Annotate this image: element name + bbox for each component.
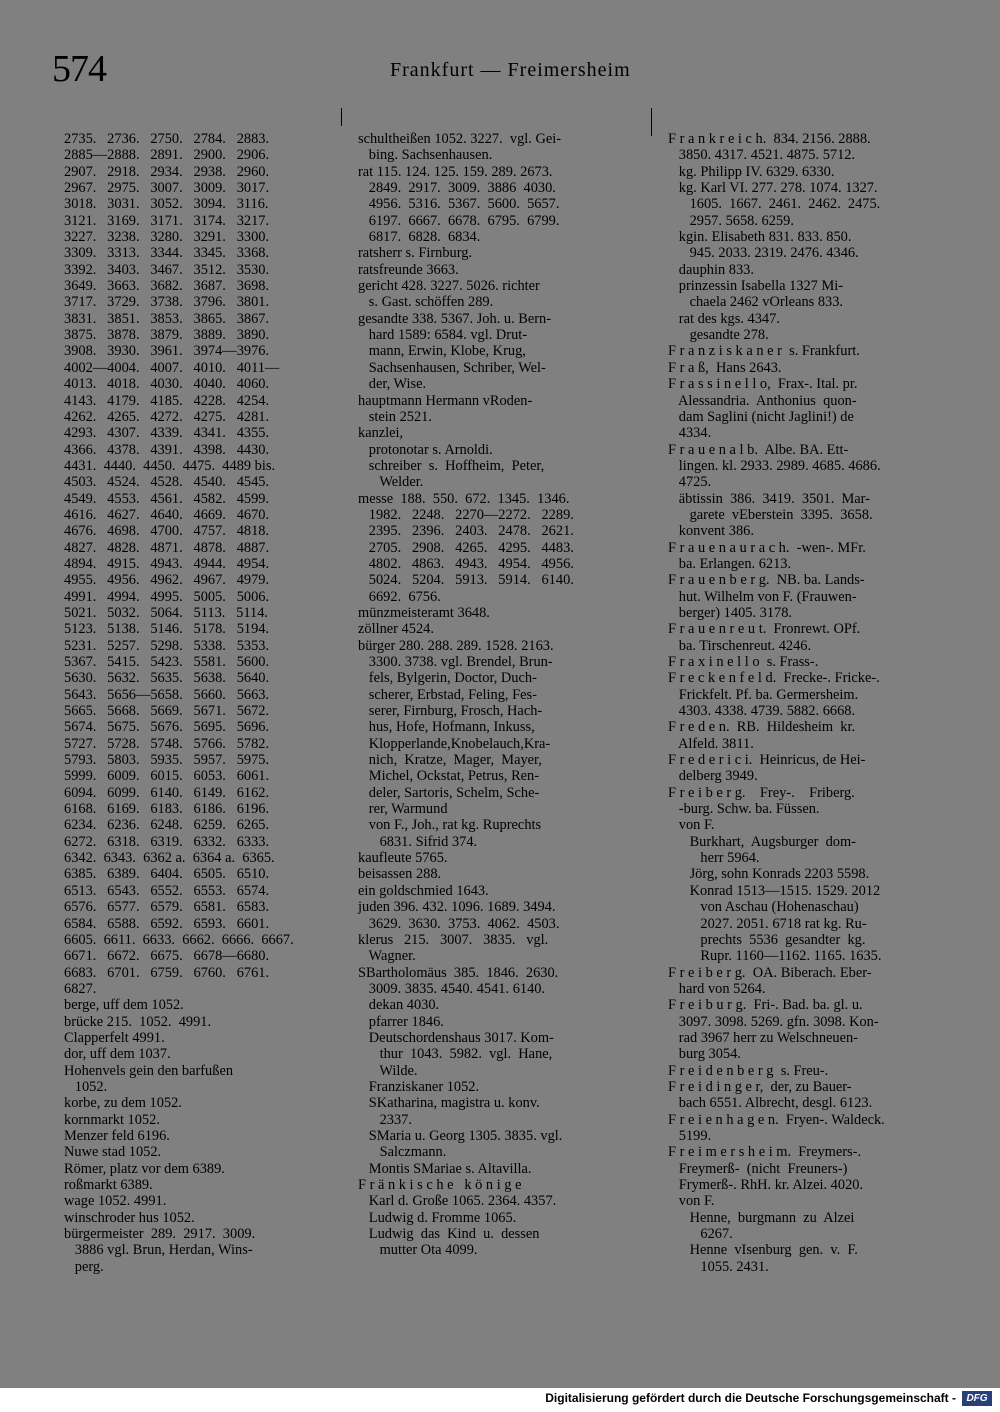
index-line: 2885—2888. 2891. 2900. 2906. xyxy=(64,147,270,164)
index-line: konvent 386. xyxy=(668,523,754,540)
index-line: 3227. 3238. 3280. 3291. 3300. xyxy=(64,229,270,246)
column-rule-left xyxy=(341,108,342,126)
index-line: nich, Kratze, Mager, Mayer, xyxy=(358,752,542,769)
index-line: F r a n z i s k a n e r s. Frankfurt. xyxy=(668,343,860,360)
index-line: 2337. xyxy=(358,1111,412,1128)
index-line: 3886 vgl. Brun, Herdan, Wins- xyxy=(64,1242,253,1259)
index-line: F r e i d e n b e r g s. Freu-. xyxy=(668,1062,829,1079)
index-line: Sachsenhausen, Schriber, Wel- xyxy=(358,359,546,376)
index-line: ba. Tirschenreut. 4246. xyxy=(668,637,812,654)
index-line: rad 3967 herr zu Welschneuen- xyxy=(668,1029,858,1046)
index-line: äbtissin 386. 3419. 3501. Mar- xyxy=(668,490,870,507)
index-line: Michel, Ockstat, Petrus, Ren- xyxy=(358,768,540,785)
index-line: 3717. 3729. 3738. 3796. 3801. xyxy=(64,294,270,311)
index-line: F r e i d i n g e r, der, zu Bauer- xyxy=(668,1078,852,1095)
index-column-2 xyxy=(358,131,640,1259)
index-line: garete vEberstein 3395. 3658. xyxy=(668,506,873,523)
index-line: dor, uff dem 1037. xyxy=(64,1046,171,1063)
index-line: 3831. 3851. 3853. 3865. 3867. xyxy=(64,310,270,327)
index-line: Ludwig das Kind u. dessen xyxy=(358,1226,540,1243)
index-line: klerus 215. 3007. 3835. vgl. xyxy=(358,931,549,948)
index-line: thur 1043. 5982. vgl. Hane, xyxy=(358,1046,553,1063)
index-line: 3097. 3098. 5269. gfn. 3098. Kon- xyxy=(668,1013,879,1030)
index-line: 6267. xyxy=(668,1226,733,1243)
index-line: F r e i b u r g. Fri-. Bad. ba. gl. u. xyxy=(668,997,863,1014)
index-line: rer, Warmund xyxy=(358,801,448,818)
page-number: 574 xyxy=(52,48,106,90)
index-line: 6584. 6588. 6592. 6593. 6601. xyxy=(64,915,270,932)
index-line: F r a u e n a l b. Albe. BA. Ett- xyxy=(668,441,849,458)
index-line: F r a u e n b e r g. NB. ba. Lands- xyxy=(668,572,865,589)
index-line: burg 3054. xyxy=(668,1046,741,1063)
index-line: 2967. 2975. 3007. 3009. 3017. xyxy=(64,180,270,197)
index-line: F r e i b e r g. Frey-. Friberg. xyxy=(668,784,855,801)
index-line: kgin. Elisabeth 831. 833. 850. xyxy=(668,229,852,246)
index-line: hut. Wilhelm von F. (Frauwen- xyxy=(668,588,857,605)
index-line: Franziskaner 1052. xyxy=(358,1078,480,1095)
index-line: SMaria u. Georg 1305. 3835. vgl. xyxy=(358,1127,563,1144)
index-line: 4956. 5316. 5367. 5600. 5657. xyxy=(358,196,560,213)
index-line: fels, Bylgerin, Doctor, Duch- xyxy=(358,670,537,687)
index-line: 3018. 3031. 3052. 3094. 3116. xyxy=(64,196,269,213)
index-line: prinzessin Isabella 1327 Mi- xyxy=(668,278,844,295)
index-line: 5021. 5032. 5064. 5113. 5114. xyxy=(64,604,268,621)
index-line: wage 1052. 4991. xyxy=(64,1193,167,1210)
index-line: 4991. 4994. 4995. 5005. 5006. xyxy=(64,588,270,605)
index-line: 4262. 4265. 4272. 4275. 4281. xyxy=(64,408,270,425)
index-line: F r e d e r i c i. Heinricus, de Hei- xyxy=(668,752,866,769)
index-line: F r a x i n e l l o s. Frass-. xyxy=(668,654,819,670)
index-line: 4013. 4018. 4030. 4040. 4060. xyxy=(64,376,270,393)
index-line: der, Wise. xyxy=(358,376,427,393)
index-line: 4616. 4627. 4640. 4669. 4670. xyxy=(64,506,270,523)
index-line: lingen. kl. 2933. 2989. 4685. 4686. xyxy=(668,457,881,474)
index-line: 3121. 3169. 3171. 3174. 3217. xyxy=(64,212,270,229)
index-line: 4293. 4307. 4339. 4341. 4355. xyxy=(64,425,270,442)
index-line: mutter Ota 4099. xyxy=(358,1242,478,1259)
index-line: scherer, Erbstad, Feling, Fes- xyxy=(358,686,537,703)
index-line: kg. Karl VI. 277. 278. 1074. 1327. xyxy=(668,180,878,197)
index-line: 2849. 2917. 3009. 3886 4030. xyxy=(358,180,556,197)
index-line: 6827. xyxy=(64,980,97,997)
index-line: 6272. 6318. 6319. 6332. 6333. xyxy=(64,833,270,850)
index-line: Rupr. 1160—1162. 1165. 1635. xyxy=(668,948,882,965)
index-line: rat des kgs. 4347. xyxy=(668,310,780,327)
index-line: pfarrer 1846. xyxy=(358,1013,444,1030)
footer-credit: Digitalisierung gefördert durch die Deutsche Forschungsgemeinschaft - xyxy=(545,1391,956,1405)
index-line: Menzer feld 6196. xyxy=(64,1127,170,1144)
index-line: 4143. 4179. 4185. 4228. 4254. xyxy=(64,392,270,409)
index-line: 6576. 6577. 6579. 6581. 6583. xyxy=(64,899,270,916)
index-line: 3300. 3738. vgl. Brendel, Brun- xyxy=(358,654,553,670)
index-line: kaufleute 5765. xyxy=(358,850,448,867)
index-line: Ludwig d. Fromme 1065. xyxy=(358,1209,517,1226)
index-line: serer, Firnburg, Frosch, Hach- xyxy=(358,703,543,720)
index-line: 5630. 5632. 5635. 5638. 5640. xyxy=(64,670,270,687)
index-line: hard 1589: 6584. vgl. Drut- xyxy=(358,327,528,344)
index-line: 4725. xyxy=(668,474,712,491)
index-line: hard von 5264. xyxy=(668,980,766,997)
index-line: 6817. 6828. 6834. xyxy=(358,229,481,246)
index-line: Henne, burgmann zu Alzei xyxy=(668,1209,855,1226)
index-line: deler, Sartoris, Schelm, Sche- xyxy=(358,784,540,801)
index-line: 2735. 2736. 2750. 2784. 2883. xyxy=(64,131,270,147)
index-line: 3309. 3313. 3344. 3345. 3368. xyxy=(64,245,270,262)
index-line: protonotar s. Arnoldi. xyxy=(358,441,493,458)
index-line: 3392. 3403. 3467. 3512. 3530. xyxy=(64,261,270,278)
index-line: von F., Joh., rat kg. Ruprechts xyxy=(358,817,542,834)
index-line: 4303. 4338. 4739. 5882. 6668. xyxy=(668,703,856,720)
dfg-logo: DFG xyxy=(962,1391,992,1406)
index-line: Jörg, sohn Konrads 2203 5598. xyxy=(668,866,870,883)
index-line: 4431. 4440. 4450. 4475. 4489 bis. xyxy=(64,457,276,474)
index-line: SKatharina, magistra u. konv. xyxy=(358,1095,540,1112)
index-line: beisassen 288. xyxy=(358,866,442,883)
index-line: messe 188. 550. 672. 1345. 1346. xyxy=(358,490,570,507)
index-line: 3009. 3835. 4540. 4541. 6140. xyxy=(358,980,546,997)
index-line: kornmarkt 1052. xyxy=(64,1111,160,1128)
index-line: von Aschau (Hohenaschau) xyxy=(668,899,859,916)
index-line: winschroder hus 1052. xyxy=(64,1209,195,1226)
index-line: dam Saglini (nicht Jaglini!) de xyxy=(668,408,854,425)
index-line: bach 6551. Albrecht, desgl. 6123. xyxy=(668,1095,873,1112)
index-line: 3649. 3663. 3682. 3687. 3698. xyxy=(64,278,270,295)
index-line: 2957. 5658. 6259. xyxy=(668,212,794,229)
index-line: Römer, platz vor dem 6389. xyxy=(64,1160,225,1177)
index-line: F r a u e n r e u t. Fronrewt. OPf. xyxy=(668,621,861,638)
index-line: 3850. 4317. 4521. 4875. 5712. xyxy=(668,147,856,164)
index-line: bürger 280. 288. 289. 1528. 2163. xyxy=(358,637,554,654)
index-line: chaela 2462 vOrleans 833. xyxy=(668,294,844,311)
index-line: 6683. 6701. 6759. 6760. 6761. xyxy=(64,964,270,981)
index-line: 3908. 3930. 3961. 3974—3976. xyxy=(64,343,270,360)
index-line: rat 115. 124. 125. 159. 289. 2673. xyxy=(358,163,553,180)
index-line: dauphin 833. xyxy=(668,261,754,278)
index-line: 1982. 2248. 2270—2272. 2289. xyxy=(358,506,574,523)
index-line: 1605. 1667. 2461. 2462. 2475. xyxy=(668,196,881,213)
index-line: ratsherr s. Firnburg. xyxy=(358,245,473,262)
index-line: hauptmann Hermann vRoden- xyxy=(358,392,533,409)
index-line: 4955. 4956. 4962. 4967. 4979. xyxy=(64,572,270,589)
index-line: zöllner 4524. xyxy=(358,621,434,638)
index-line: 1052. xyxy=(64,1078,108,1095)
index-line: s. Gast. schöffen 289. xyxy=(358,294,494,311)
index-line: 6831. Sifrid 374. xyxy=(358,833,478,850)
index-line: -burg. Schw. ba. Füssen. xyxy=(668,801,820,818)
index-line: kanzlei, xyxy=(358,425,404,442)
index-line: F r e i e n h a g e n. Fryen-. Waldeck. xyxy=(668,1111,885,1128)
index-line: 5231. 5257. 5298. 5338. 5353. xyxy=(64,637,270,654)
index-line: juden 396. 432. 1096. 1689. 3494. xyxy=(358,899,556,916)
index-line: Konrad 1513—1515. 1529. 2012 xyxy=(668,882,881,899)
index-line: 4334. xyxy=(668,425,712,442)
index-line: bing. Sachsenhausen. xyxy=(358,147,493,164)
index-line: gesandte 278. xyxy=(668,327,769,344)
index-line: F r e d e n. RB. Hildesheim kr. xyxy=(668,719,856,736)
index-line: Freymerß- (nicht Freuners-) xyxy=(668,1160,848,1177)
index-line: gesandte 338. 5367. Joh. u. Bern- xyxy=(358,310,552,327)
index-line: Welder. xyxy=(358,474,424,491)
index-line: Karl d. Große 1065. 2364. 4357. xyxy=(358,1193,557,1210)
index-line: kg. Philipp IV. 6329. 6330. xyxy=(668,163,835,180)
index-line: 4366. 4378. 4391. 4398. 4430. xyxy=(64,441,270,458)
index-line: roßmarkt 6389. xyxy=(64,1177,153,1193)
index-line: 6197. 6667. 6678. 6795. 6799. xyxy=(358,212,560,229)
index-line: perg. xyxy=(64,1258,104,1275)
index-line: 4002—4004. 4007. 4010. 4011— xyxy=(64,359,280,376)
index-line: F r e i m e r s h e i m. Freymers-. xyxy=(668,1144,862,1161)
index-line: 5024. 5204. 5913. 5914. 6140. xyxy=(358,572,574,589)
index-line: bürgermeister 289. 2917. 3009. xyxy=(64,1226,256,1243)
index-line: 6385. 6389. 6404. 6505. 6510. xyxy=(64,866,270,883)
index-line: Wilde. xyxy=(358,1062,418,1079)
index-line: F r a u e n a u r a c h. -wen-. MFr. xyxy=(668,539,866,556)
index-line: Alfeld. 3811. xyxy=(668,735,754,752)
index-line: ein goldschmied 1643. xyxy=(358,882,489,899)
index-line: 6605. 6611. 6633. 6662. 6666. 6667. xyxy=(64,931,294,948)
index-line: Burkhart, Augsburger dom- xyxy=(668,833,856,850)
index-line: gericht 428. 3227. 5026. richter xyxy=(358,278,540,295)
index-line: prechts 5536 gesandter kg. xyxy=(668,931,866,948)
index-line: 3629. 3630. 3753. 4062. 4503. xyxy=(358,915,560,932)
index-line: 6671. 6672. 6675. 6678—6680. xyxy=(64,948,270,965)
index-line: 4827. 4828. 4871. 4878. 4887. xyxy=(64,539,270,556)
index-line: 6234. 6236. 6248. 6259. 6265. xyxy=(64,817,270,834)
index-line: 4802. 4863. 4943. 4954. 4956. xyxy=(358,555,574,572)
index-line: 5123. 5138. 5146. 5178. 5194. xyxy=(64,621,270,638)
index-line: ba. Erlangen. 6213. xyxy=(668,555,792,572)
index-line: berge, uff dem 1052. xyxy=(64,997,184,1014)
column-rule-right xyxy=(651,108,652,136)
index-line: 5665. 5668. 5669. 5671. 5672. xyxy=(64,703,270,720)
index-line: 5793. 5803. 5935. 5957. 5975. xyxy=(64,752,270,769)
index-line: 2395. 2396. 2403. 2478. 2621. xyxy=(358,523,574,540)
index-line: 945. 2033. 2319. 2476. 4346. xyxy=(668,245,859,262)
index-line: Henne vIsenburg gen. v. F. xyxy=(668,1242,858,1259)
index-line: 5674. 5675. 5676. 5695. 5696. xyxy=(64,719,270,736)
index-line: 3875. 3878. 3879. 3889. 3890. xyxy=(64,327,270,344)
index-line: Montis SMariae s. Altavilla. xyxy=(358,1160,532,1177)
index-line: 5367. 5415. 5423. 5581. 5600. xyxy=(64,654,270,670)
index-line: mann, Erwin, Klobe, Krug, xyxy=(358,343,526,360)
index-line: F r a ß, Hans 2643. xyxy=(668,359,782,376)
index-line: 6342. 6343. 6362 a. 6364 a. 6365. xyxy=(64,850,275,867)
index-column-3 xyxy=(668,131,953,1275)
index-line: Frymerß-. RhH. kr. Alzei. 4020. xyxy=(668,1177,864,1193)
index-line: 4549. 4553. 4561. 4582. 4599. xyxy=(64,490,270,507)
index-line: 5643. 5656—5658. 5660. 5663. xyxy=(64,686,270,703)
index-line: Klopperlande,Knobelauch,Kra- xyxy=(358,735,551,752)
index-line: 4894. 4915. 4943. 4944. 4954. xyxy=(64,555,270,572)
index-line: 4676. 4698. 4700. 4757. 4818. xyxy=(64,523,270,540)
index-line: Salczmann. xyxy=(358,1144,447,1161)
index-line: Deutschordenshaus 3017. Kom- xyxy=(358,1029,554,1046)
index-line: stein 2521. xyxy=(358,408,432,425)
index-line: 6094. 6099. 6140. 6149. 6162. xyxy=(64,784,270,801)
index-line: F r a s s i n e l l o, Frax-. Ital. pr. xyxy=(668,376,858,393)
index-line: Alessandria. Anthonius quon- xyxy=(668,392,857,409)
index-line: F r e c k e n f e l d. Frecke-. Fricke-. xyxy=(668,670,880,687)
index-line: ratsfreunde 3663. xyxy=(358,261,459,278)
index-line: 5999. 6009. 6015. 6053. 6061. xyxy=(64,768,270,785)
index-line: 5727. 5728. 5748. 5766. 5782. xyxy=(64,735,270,752)
index-line: von F. xyxy=(668,817,715,834)
index-line: 1055. 2431. xyxy=(668,1258,769,1275)
index-line: korbe, zu dem 1052. xyxy=(64,1095,182,1112)
index-line: SBartholomäus 385. 1846. 2630. xyxy=(358,964,559,981)
index-line: 2705. 2908. 4265. 4295. 4483. xyxy=(358,539,574,556)
index-column-1 xyxy=(64,131,329,1275)
index-line: F r ä n k i s c h e k ö n i g e xyxy=(358,1177,522,1193)
index-line: F r e i b e r g. OA. Biberach. Eber- xyxy=(668,964,872,981)
index-line: 2027. 2051. 6718 rat kg. Ru- xyxy=(668,915,867,932)
index-line: delberg 3949. xyxy=(668,768,758,785)
index-line: dekan 4030. xyxy=(358,997,440,1014)
index-line: 6692. 6756. xyxy=(358,588,441,605)
index-line: 6513. 6543. 6552. 6553. 6574. xyxy=(64,882,270,899)
index-line: F r a n k r e i c h. 834. 2156. 2888. xyxy=(668,131,871,147)
index-line: Nuwe stad 1052. xyxy=(64,1144,162,1161)
index-line: münzmeisteramt 3648. xyxy=(358,604,490,621)
index-line: schreiber s. Hoffheim, Peter, xyxy=(358,457,545,474)
index-line: 5199. xyxy=(668,1127,712,1144)
index-line: Frickfelt. Pf. ba. Germersheim. xyxy=(668,686,859,703)
index-line: schultheißen 1052. 3227. vgl. Gei- xyxy=(358,131,562,147)
index-line: 2907. 2918. 2934. 2938. 2960. xyxy=(64,163,270,180)
index-line: Clapperfelt 4991. xyxy=(64,1029,165,1046)
index-line: herr 5964. xyxy=(668,850,760,867)
index-line: von F. xyxy=(668,1193,715,1210)
index-line: 6168. 6169. 6183. 6186. 6196. xyxy=(64,801,270,818)
running-head: Frankfurt — Freimersheim xyxy=(390,59,631,81)
index-line: 4503. 4524. 4528. 4540. 4545. xyxy=(64,474,270,491)
index-line: Hohenvels gein den barfußen xyxy=(64,1062,234,1079)
index-line: Wagner. xyxy=(358,948,416,965)
index-line: hus, Hofe, Hofmann, Inkuss, xyxy=(358,719,535,736)
index-line: berger) 1405. 3178. xyxy=(668,604,793,621)
index-line: brücke 215. 1052. 4991. xyxy=(64,1013,212,1030)
